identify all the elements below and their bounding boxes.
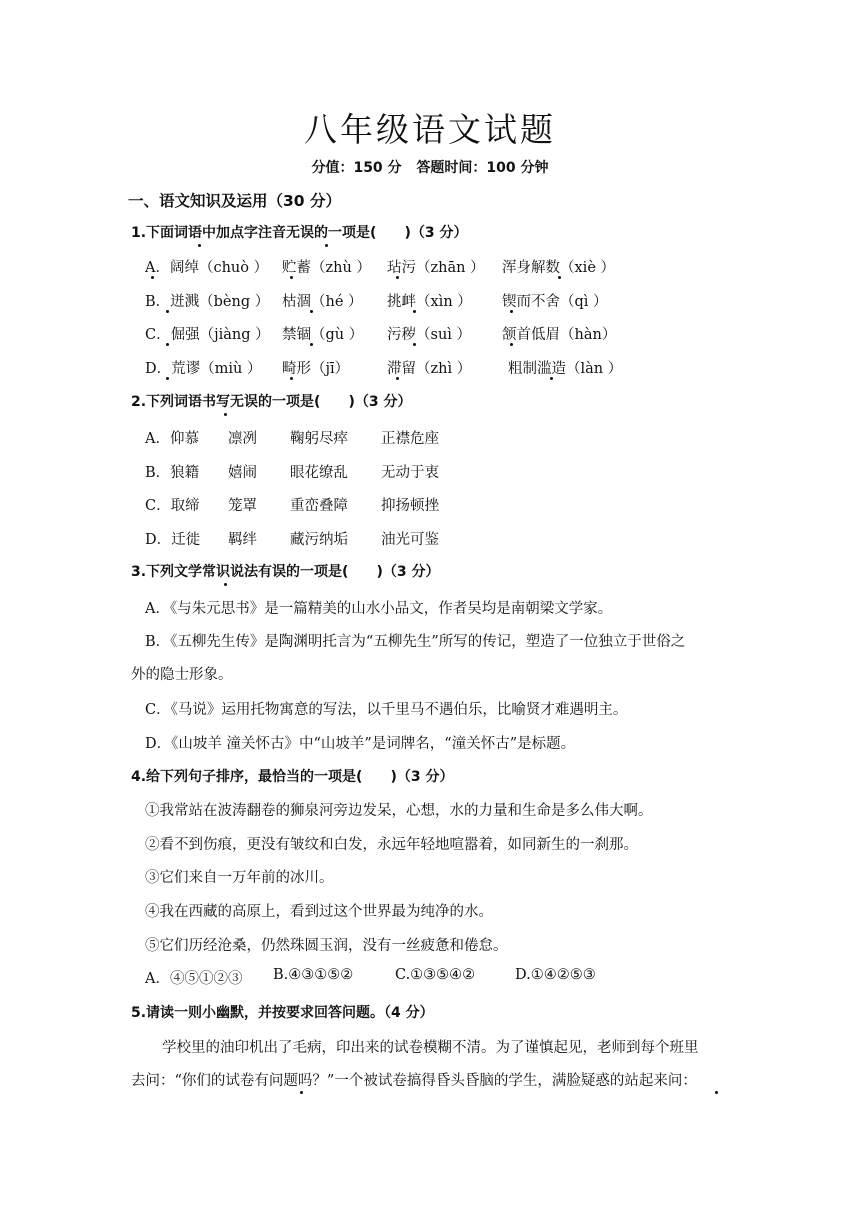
q2-option-row [145,494,645,516]
q1-cell: 畸形（jī） [282,361,350,377]
q2-cell: 油光可鉴 [381,532,439,548]
emphasis-dot [413,310,416,313]
q4-option: D.①④②⑤③ [515,967,596,983]
q4-options-row [145,967,665,989]
q1-cell: D．荒谬（miù ） [145,361,262,377]
q2-cell: 正襟危座 [381,431,439,447]
emphasis-dot [715,1091,718,1094]
q4-sentence: ①我常站在波涛翻卷的狮泉河旁边发呆，心想，水的力量和生命是多么伟大啊。 [145,803,653,819]
emphasis-dot [310,310,313,313]
emphasis-dot [166,310,169,313]
q2-cell: 眼花缭乱 [290,465,348,481]
q4-sentence: ③它们来自一万年前的冰川。 [145,870,334,886]
q2-cell: 抑扬顿挫 [381,498,439,514]
q1-option-row [145,290,825,312]
q2-cell: 凛冽 [228,431,257,447]
q3-option-b-continued: 外的隐士形象。 [131,667,233,683]
emphasis-dot [558,276,561,279]
q4-sentence: ⑤它们历经沧桑，仍然珠圆玉润，没有一丝疲惫和倦怠。 [145,938,508,954]
q1-cell: 颔首低眉（hàn） [502,327,617,343]
question-5-stem: 5.请读一则小幽默，并按要求回答问题。（4 分） [131,1005,434,1021]
q1-cell: 锲而不舍（qì ） [502,294,608,310]
emphasis-dot [224,413,227,416]
q1-cell: 滞留（zhì ） [387,361,472,377]
emphasis-dot [396,276,399,279]
emphasis-dot [290,276,293,279]
q2-cell: 重峦叠障 [290,498,348,514]
q1-cell: 污秽（suì ） [387,327,472,343]
emphasis-dot [166,377,169,380]
q5-passage-line: 学校里的油印机出了毛病，印出来的试卷模糊不清。为了谨慎起见，老师到每个班里 [162,1040,699,1056]
emphasis-dot [510,310,513,313]
emphasis-dot [300,1091,303,1094]
page-subtitle [0,157,860,177]
q4-option: B.④③①⑤② [273,967,354,983]
q2-cell: 羁绊 [228,532,257,548]
emphasis-dot [510,343,513,346]
emphasis-dot [325,244,328,247]
q2-cell: 笼罩 [228,498,257,514]
emphasis-dot [198,244,201,247]
q5-passage-line: 去问：“你们的试卷有问题吗？”一个被试卷搞得昏头昏脑的学生，满脸疑惑的站起来问： [131,1073,697,1089]
q4-sentence: ②看不到伤痕，更没有皱纹和白发，永远年轻地喧嚣着，如同新生的一刹那。 [145,837,638,853]
q1-cell: 禁锢（gù ） [282,327,364,343]
question-3-stem: 3.下列文学常识说法有误的一项是( )（3 分） [131,564,440,580]
emphasis-dot [224,583,227,586]
q2-cell: C．取缔 [145,498,200,514]
emphasis-dot [396,377,399,380]
emphasis-dot [310,343,313,346]
section-heading: 一、语文知识及运用（30 分） [128,192,341,210]
q1-cell: C．倔强（jiàng ） [145,327,270,343]
q3-option-a: A．《与朱元思书》是一篇精美的山水小品文，作者吴均是南朝梁文学家。 [145,601,613,617]
q4-sentence: ④我在西藏的高原上，看到过这个世界最为纯净的水。 [145,904,493,920]
q1-cell: 粗制滥造（làn ） [508,361,623,377]
q1-cell: 挑衅（xìn ） [387,294,472,310]
emphasis-dot [413,343,416,346]
q1-option-row [145,323,825,345]
q1-cell: B．迸溅（bèng ） [145,294,270,310]
q2-option-row [145,528,645,550]
q2-cell: 鞠躬尽瘁 [290,431,348,447]
question-1-stem: 1.下面词语中加点字注音无误的一项是( )（3 分） [131,225,468,241]
q1-option-row [145,256,825,278]
q1-cell: 玷污（zhān ） [387,260,485,276]
score-info: 分值：150 分 [311,160,402,176]
q3-option-d: D．《山坡羊 潼关怀古》中“山坡羊”是词牌名，“潼关怀古”是标题。 [145,736,576,752]
q2-cell: 嬉闹 [228,465,257,481]
time-info: 答题时间：100 分钟 [416,160,549,176]
q2-cell: 藏污纳垢 [290,532,348,548]
q2-option-row [145,461,645,483]
q4-option: C.①③⑤④② [395,967,476,983]
q2-cell: A．仰慕 [145,431,199,447]
q2-cell: 无动于衷 [381,465,439,481]
question-2-stem: 2.下列词语书写无误的一项是( )（3 分） [131,394,412,410]
q1-option-row [145,357,825,379]
q4-option: A．④⑤①②③ [145,971,243,987]
q1-cell: 贮蓄（zhù ） [282,260,371,276]
q1-cell: A．阔绰（chuò ） [145,260,269,276]
emphasis-dot [151,276,154,279]
q2-cell: D．迁徙 [145,532,201,548]
q3-option-c: C．《马说》运用托物寓意的写法，以千里马不遇伯乐，比喻贤才难遇明主。 [145,702,628,718]
q2-cell: B．狼籍 [145,465,200,481]
q2-option-row [145,427,645,449]
q1-cell: 浑身解数（xiè ） [502,260,616,276]
emphasis-dot [166,343,169,346]
q3-option-b: B．《五柳先生传》是陶渊明托言为“五柳先生”所写的传记，塑造了一位独立于世俗之 [145,634,686,650]
question-4-stem: 4.给下列句子排序，最恰当的一项是( )（3 分） [131,769,454,785]
emphasis-dot [550,377,553,380]
page-title: 八年级语文试题 [304,110,556,149]
q1-cell: 枯涸（hé ） [282,294,363,310]
emphasis-dot [290,377,293,380]
